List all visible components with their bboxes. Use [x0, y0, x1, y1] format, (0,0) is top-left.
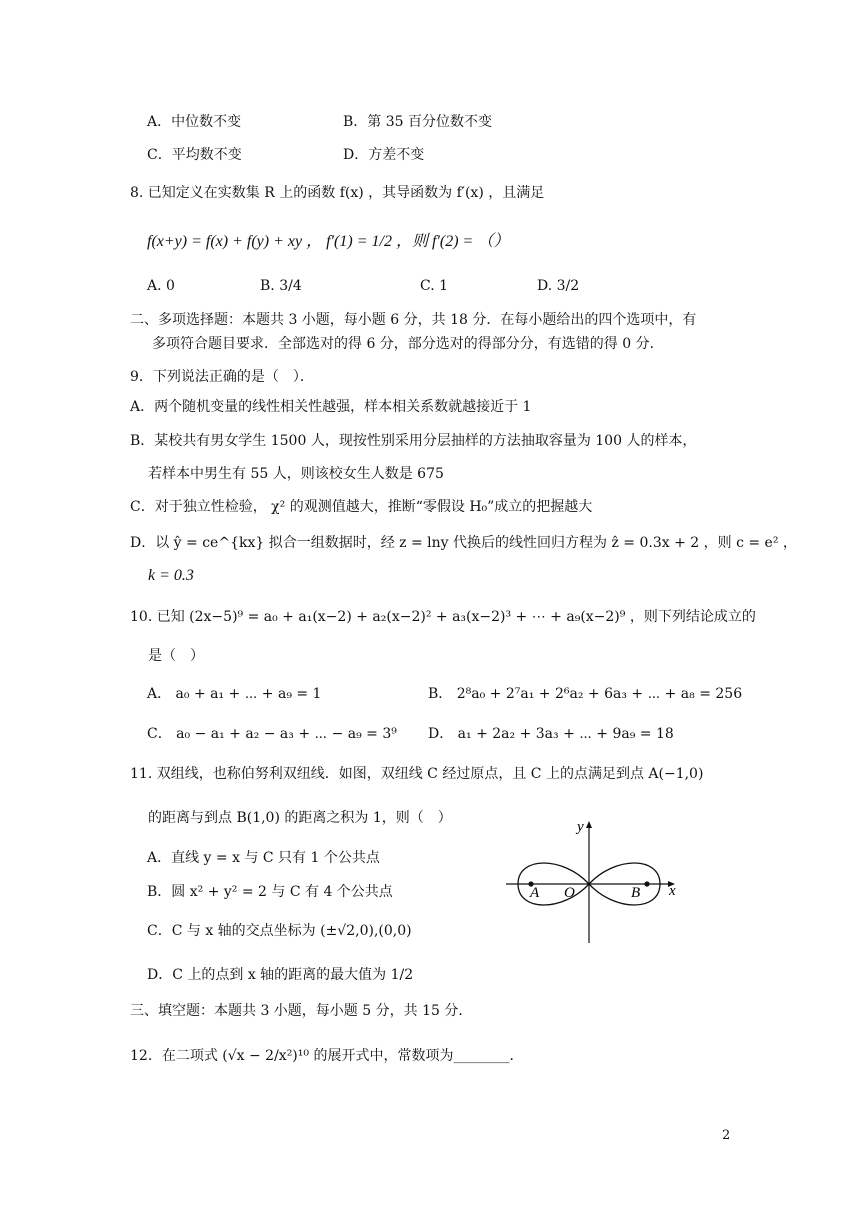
q9-option-a: A．两个随机变量的线性相关性越强，样本相关系数就越接近于 1 — [130, 399, 532, 415]
q8-option-d: D. 3/2 — [537, 278, 580, 294]
q7-option-c: C．平均数不变 — [147, 147, 242, 163]
q11-option-d: D．C 上的点到 x 轴的距离的最大值为 1/2 — [147, 967, 414, 983]
q10-option-c: C． a₀ − a₁ + a₂ − a₃ + ⋯ − a₉ = 3⁹ — [147, 726, 397, 742]
section3-heading: 三、填空题：本题共 3 小题，每小题 5 分，共 15 分． — [130, 1003, 473, 1019]
page-number: 2 — [722, 1128, 731, 1143]
q12-stem: 12．在二项式 (√x − 2/x²)¹⁰ 的展开式中，常数项为________． — [130, 1048, 524, 1064]
q9-option-c: C．对于独立性检验， χ² 的观测值越大，推断“零假设 H₀”成立的把握越大 — [130, 499, 593, 515]
label-a: A — [530, 885, 540, 901]
q11-option-b: B．圆 x² + y² = 2 与 C 有 4 个公共点 — [147, 884, 393, 900]
q8-option-a: A. 0 — [147, 278, 175, 294]
q11-option-c: C．C 与 x 轴的交点坐标为 (±√2,0),(0,0) — [147, 923, 412, 939]
y-axis-label: y — [577, 819, 584, 835]
y-axis-arrow — [586, 821, 592, 828]
q8-stem: 8. 已知定义在实数集 R 上的函数 f(x) ，其导函数为 f′(x) ，且满足 — [130, 185, 545, 201]
q10-option-a: A． a₀ + a₁ + ⋯ + a₉ = 1 — [147, 686, 322, 702]
point-b — [644, 881, 649, 886]
section2-heading-line1: 二、多项选择题：本题共 3 小题，每小题 6 分，共 18 分．在每小题给出的四个选项中，有 — [130, 312, 697, 328]
q9-stem: 9．下列说法正确的是（ ）． — [130, 369, 314, 385]
label-o: O — [564, 885, 575, 901]
lemniscate-figure — [503, 815, 688, 945]
q8-option-c: C. 1 — [420, 278, 449, 294]
q11-stem-line2: 的距离与到点 B(1,0) 的距离之积为 1，则（ ） — [148, 810, 452, 826]
q9-option-d-line2: k = 0.3 — [148, 567, 194, 584]
q8-option-b: B. 3/4 — [260, 278, 302, 294]
q7-option-b: B．第 35 百分位数不变 — [343, 114, 493, 130]
q10-option-b: B． 2⁸a₀ + 2⁷a₁ + 2⁶a₂ + 6a₃ + ⋯ + a₈ = 256 — [428, 686, 743, 702]
q8-condition: f(x+y) = f(x) + f(y) + xy ， f′(1) = 1/2 ，则 f′(2) = （） — [147, 233, 510, 250]
section2-heading-line2: 多项符合题目要求．全部选对的得 6 分，部分选对的得部分分，有选错的得 0 分． — [152, 336, 664, 352]
q7-option-d: D．方差不变 — [343, 147, 425, 163]
q11-stem-line1: 11. 双组线，也称伯努利双纽线．如图，双纽线 C 经过原点，且 C 上的点满足到点 A(−1,0) — [130, 766, 704, 782]
q9-option-b-line1: B．某校共有男女学生 1500 人，现按性别采用分层抽样的方法抽取容量为 100 人的样本， — [130, 433, 697, 449]
q10-stem-line1: 10. 已知 (2x−5)⁹ = a₀ + a₁(x−2) + a₂(x−2)² + a₃(x−2)³ + ⋯ + a₉(x−2)⁹ ，则下列结论成立的 — [130, 609, 756, 625]
q10-stem-line2: 是（ ） — [148, 648, 204, 664]
q9-option-b-line2: 若样本中男生有 55 人，则该校女生人数是 675 — [148, 466, 444, 482]
q11-option-a: A．直线 y = x 与 C 只有 1 个公共点 — [147, 850, 380, 866]
q7-option-a: A．中位数不变 — [147, 114, 242, 130]
x-axis-label: x — [669, 883, 676, 899]
q9-option-d-line1: D．以 ŷ = ce^{kx} 拟合一组数据时，经 z = lny 代换后的线性回归方程为 ẑ = 0.3x + 2 ，则 c = e² ， — [130, 535, 797, 551]
label-b: B — [631, 885, 641, 901]
q10-option-d: D． a₁ + 2a₂ + 3a₃ + ⋯ + 9a₉ = 18 — [428, 726, 674, 742]
